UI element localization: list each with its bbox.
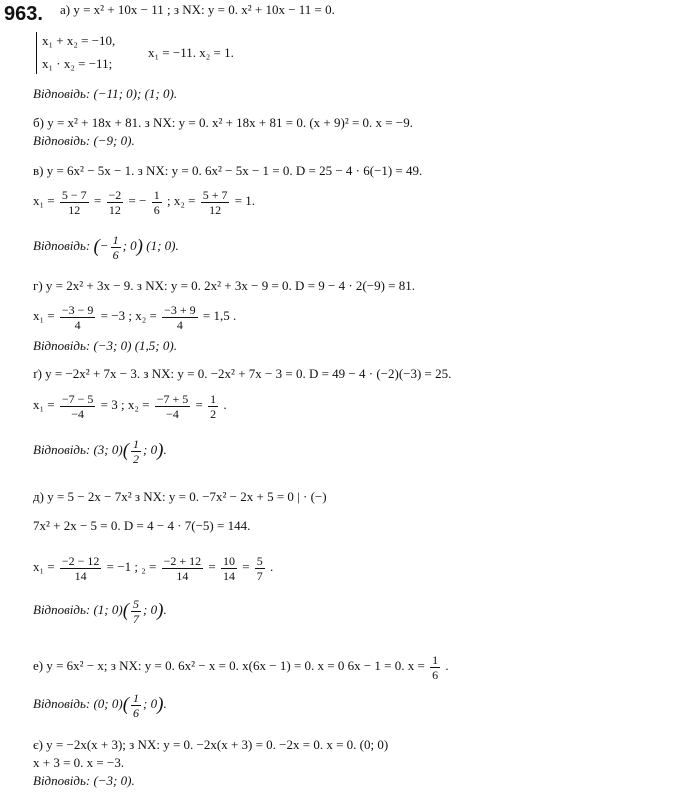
second-point: (1; 0).: [146, 238, 179, 253]
vieta-product: x₁ · x₂ = −11;: [42, 56, 113, 71]
x1-label: x₁ =: [33, 559, 55, 574]
paren: ): [157, 440, 164, 462]
answer-label: Відповідь:: [33, 696, 91, 711]
coord: ; 0: [143, 696, 158, 711]
equals: =: [195, 397, 203, 412]
part-g-roots: [33, 296, 236, 336]
numerator: 1: [112, 232, 119, 247]
dot: .: [445, 658, 449, 673]
fraction: [60, 392, 96, 421]
x1-label: x₁ =: [33, 193, 55, 208]
problem-number: 963.: [4, 3, 43, 25]
fraction: [60, 554, 102, 583]
first-point: (1; 0): [93, 602, 123, 617]
denominator: 14: [176, 568, 189, 583]
x2-label: = −3 ; x₂ =: [100, 308, 157, 323]
part-v-equation: в) y = 6x² − 5x − 1. з NX: y = 0. 6x² − 5x − 1 = 0. D = 25 − 4 · 6(−1) = 49.: [33, 163, 423, 178]
part-ye-equation: є) y = −2x(x + 3); з NX: y = 0. −2x(x + 3) = 0. −2x = 0. x = 0. (0; 0): [33, 737, 389, 752]
numerator: −2: [108, 187, 122, 202]
result: = 1,5 .: [202, 308, 237, 323]
denominator: 4: [74, 317, 81, 332]
fraction: [60, 303, 96, 332]
part-d-answer: [33, 592, 167, 628]
denominator: 7: [133, 611, 140, 626]
paren: (: [122, 600, 130, 622]
denominator: 14: [74, 568, 87, 583]
fraction: [60, 188, 89, 217]
numerator: 1: [133, 690, 140, 705]
part-d-equation: д) y = 5 − 2x − 7x² з NX: y = 0. −7x² − 2x + 5 = 0 | · (−): [33, 489, 327, 504]
dot: .: [163, 696, 167, 711]
part-d-roots: [33, 547, 273, 587]
dot: .: [163, 442, 167, 457]
result: = 1.: [234, 193, 256, 208]
part-ye-answer: Відповідь: (−3; 0).: [33, 773, 135, 788]
first-point: (0; 0): [93, 696, 123, 711]
fraction: [155, 392, 191, 421]
fraction: [221, 554, 237, 583]
answer-label: Відповідь:: [33, 442, 91, 457]
x2-label: ; x₂ =: [166, 193, 196, 208]
dot: .: [223, 397, 227, 412]
numerator: −3 − 9: [61, 302, 94, 317]
fraction: [111, 233, 121, 262]
part-g2-answer: [33, 432, 167, 468]
fraction: [162, 303, 198, 332]
numerator: 1: [432, 652, 439, 667]
numerator: 1: [153, 187, 160, 202]
part-g2-equation: ґ) y = −2x² + 7x − 3. з NX: y = 0. −2x² + 7x − 3 = 0. D = 49 − 4 · (−2)(−3) = 25.: [33, 366, 452, 381]
paren: (: [122, 440, 130, 462]
denominator: 6: [153, 202, 160, 217]
equals: = −: [128, 193, 147, 208]
coord: ; 0: [143, 442, 158, 457]
fraction: [152, 188, 162, 217]
answer-label: Відповідь:: [33, 238, 91, 253]
fraction: [162, 554, 204, 583]
paren: ): [157, 600, 164, 622]
denominator: 12: [68, 202, 81, 217]
x1-label: x₁ =: [33, 308, 55, 323]
denominator: −4: [71, 406, 85, 421]
first-point: (3; 0): [93, 442, 123, 457]
fraction: [131, 597, 141, 626]
part-ye-second-root: x + 3 = 0. x = −3.: [33, 755, 125, 770]
denominator: 6: [133, 705, 140, 720]
coord: ; 0: [143, 602, 158, 617]
numerator: 5: [133, 596, 140, 611]
numerator: 10: [222, 553, 235, 568]
part-g-equation: г) y = 2x² + 3x − 9. з NX: y = 0. 2x² + 3x − 9 = 0. D = 9 − 4 · 2(−9) = 81.: [33, 278, 416, 293]
fraction: [255, 554, 265, 583]
part-a-equation: а) y = x² + 10x − 11 ; з NX: y = 0. x² + 10x − 11 = 0.: [60, 2, 335, 17]
numerator: −3 + 9: [164, 302, 196, 317]
equals: =: [208, 559, 216, 574]
fraction: [208, 392, 218, 421]
dot: .: [270, 559, 274, 574]
equals: =: [242, 559, 250, 574]
dot: .: [163, 602, 167, 617]
denominator: 6: [432, 667, 439, 682]
numerator: 5 − 7: [61, 187, 87, 202]
denominator: 6: [112, 247, 119, 262]
vieta-sum: x₁ + x₂ = −10,: [42, 33, 116, 48]
denominator: 2: [210, 406, 217, 421]
part-v-roots: [33, 181, 255, 221]
numerator: −2 − 12: [61, 553, 100, 568]
x2-label: = 3 ; x₂ =: [100, 397, 150, 412]
denominator: 14: [222, 568, 235, 583]
numerator: −2 + 12: [163, 553, 202, 568]
part-a-answer: Відповідь: (−11; 0); (1; 0).: [33, 86, 178, 101]
fraction: [107, 188, 124, 217]
part-e-answer: [33, 686, 167, 722]
paren: (: [93, 236, 100, 258]
part-v-answer: [33, 228, 179, 264]
minus: −: [99, 238, 109, 253]
fraction: [131, 437, 141, 466]
numerator: −7 − 5: [61, 391, 94, 406]
denominator: 2: [133, 451, 140, 466]
part-e-equation: [33, 646, 449, 686]
coord: ; 0: [122, 238, 137, 253]
denominator: 12: [209, 202, 222, 217]
paren: ): [157, 694, 164, 716]
part-b-equation: б) y = x² + 18x + 81. з NX: y = 0. x² + 18x + 81 = 0. (x + 9)² = 0. x = −9.: [33, 115, 413, 130]
denominator: 12: [108, 202, 121, 217]
fraction: [430, 653, 440, 682]
equals: =: [93, 193, 102, 208]
part-b-answer: Відповідь: (−9; 0).: [33, 133, 135, 148]
part-g2-roots: [33, 385, 227, 425]
x1-label: x₁ =: [33, 397, 55, 412]
part-a-roots: x₁ = −11. x₂ = 1.: [148, 45, 234, 60]
part-d-discriminant: 7x² + 2x − 5 = 0. D = 4 − 4 · 7(−5) = 144.: [33, 518, 251, 533]
part-e-text: е) y = 6x² − x; з NX: y = 0. 6x² − x = 0. x(6x − 1) = 0. x = 0 6x − 1 = 0. x =: [33, 658, 425, 673]
paren: (: [122, 694, 130, 716]
paren: ): [136, 236, 143, 258]
fraction: [131, 691, 141, 720]
numerator: −7 + 5: [156, 391, 189, 406]
x2-label: = −1 ; ₂ =: [106, 559, 157, 574]
numerator: 1: [133, 436, 140, 451]
answer-label: Відповідь:: [33, 602, 91, 617]
part-g-answer: Відповідь: (−3; 0) (1,5; 0).: [33, 338, 177, 353]
denominator: 7: [256, 568, 263, 583]
numerator: 5 + 7: [202, 187, 228, 202]
denominator: −4: [166, 406, 179, 421]
numerator: 1: [210, 391, 217, 406]
fraction: [201, 188, 230, 217]
numerator: 5: [256, 553, 263, 568]
denominator: 4: [176, 317, 183, 332]
